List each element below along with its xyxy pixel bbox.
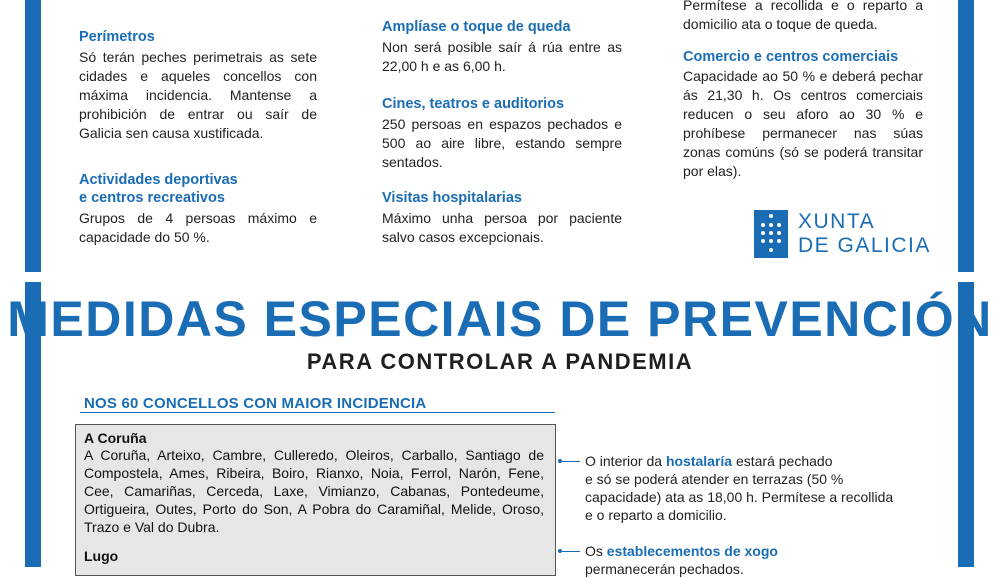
- xunta-logo: [754, 210, 931, 258]
- measure-2-highlight: establecementos de xogo: [606, 543, 778, 559]
- measure-2-prefix: Os: [585, 543, 607, 559]
- measure-1-line2: e só se poderá atender en terrazas (50 %: [585, 471, 844, 487]
- comercio-text: Capacidade ao 50 % e deberá pechar ás 21,30 h. Os centros comerciais reducen o seu aforo ao 30 % e prohíbese permanecer nas súas zonas comúns (só se poderá transitar por elas).: [683, 68, 923, 179]
- measure-2-line2: permanecerán pechados.: [585, 561, 744, 577]
- cines-heading: Cines, teatros e auditorios: [382, 96, 565, 112]
- measure-1-suffix: estará pechado: [732, 453, 833, 469]
- province-lugo-heading: Lugo: [84, 548, 119, 564]
- recollida-text: Permítese a recollida e o reparto a domicilio ata o toque de queda.: [683, 0, 923, 32]
- section-underline: [80, 412, 555, 413]
- page-title: MEDIDAS ESPECIAIS DE PREVENCIÓN: [7, 291, 993, 347]
- comercio-heading: Comercio e centros comerciais: [683, 49, 899, 65]
- deportivas-heading-line2: e centros recreativos: [79, 190, 225, 206]
- deportivas-text: Grupos de 4 persoas máximo e capacidade do 50 %.: [79, 210, 317, 245]
- top-panel-left-border: [25, 0, 41, 272]
- measure-2: [585, 542, 778, 578]
- province-coruna-heading: A Coruña: [84, 430, 147, 446]
- deportivas-heading-line1: Actividades deportivas: [79, 172, 238, 188]
- toque-heading: Amplíase o toque de queda: [382, 19, 571, 35]
- xunta-line1: XUNTA: [798, 210, 876, 233]
- measure-1-connector: [562, 461, 580, 462]
- cines-text: 250 persoas en espazos pechados e 500 ao aire libre, estando sempre sentados.: [382, 116, 622, 170]
- measure-1-line3: capacidade) ata as 18,00 h. Permítese a recollida: [585, 489, 894, 505]
- top-panel-right-border: [958, 0, 974, 272]
- xunta-coat-of-arms-icon: [754, 210, 788, 258]
- xunta-line2: DE GALICIA: [798, 234, 931, 257]
- measure-1-prefix: O interior da: [585, 453, 666, 469]
- xunta-wordmark: [798, 210, 931, 258]
- measure-2-connector: [562, 551, 580, 552]
- toque-text: Non será posible saír á rúa entre as 22,00 h e as 6,00 h.: [382, 39, 622, 74]
- measure-1-highlight: hostalaría: [665, 453, 733, 469]
- visitas-text: Máximo unha persoa por paciente salvo casos excepcionais.: [382, 210, 622, 245]
- section-label: NOS 60 CONCELLOS CON MAIOR INCIDENCIA: [84, 395, 427, 412]
- perimetros-heading: Perímetros: [79, 29, 155, 45]
- measure-1-line4: e o reparto a domicilio.: [585, 507, 727, 523]
- perimetros-text: Só terán peches perimetrais as sete cidades e aqueles concellos con máxima incidencia. Mantense a prohibición de entrar ou saír de Galicia sen causa xustificada.: [79, 49, 317, 141]
- province-coruna-towns: A Coruña, Arteixo, Cambre, Culleredo, Oleiros, Carballo, Santiago de Compostela, Ames, Ribeira, Boiro, Rianxo, Noia, Ferrol, Narón, Fene, Cee, Camariñas, Cerceda, Laxe, Vimianzo, Cabanas, Pontedeume, Ortigueira, Outes, Porto do Son, A Pobra do Caramiñal, Melide, Oroso, Trazo e Val do Dubra.: [84, 447, 544, 535]
- visitas-heading: Visitas hospitalarias: [382, 190, 522, 206]
- page-subtitle: PARA CONTROLAR A PANDEMIA: [306, 349, 694, 374]
- measure-1: [585, 452, 893, 524]
